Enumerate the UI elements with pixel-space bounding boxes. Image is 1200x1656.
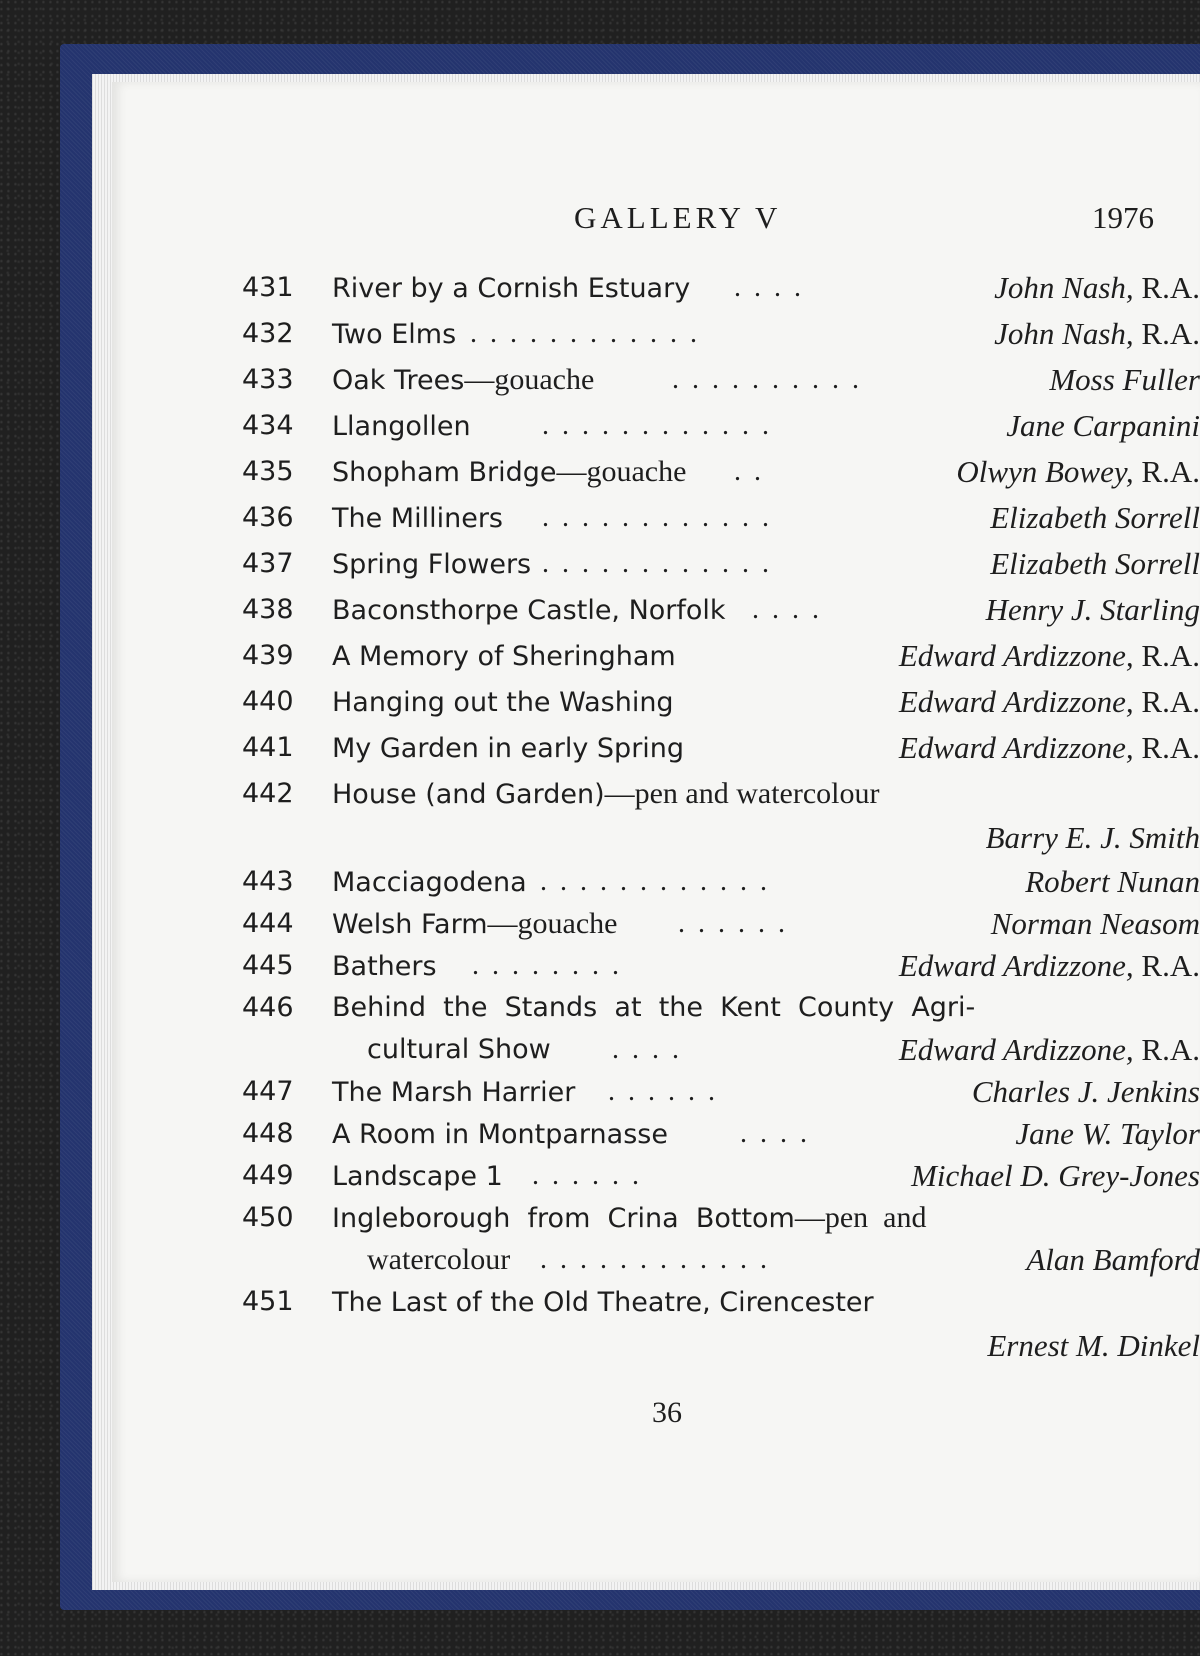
entry-artist: Edward Ardizzone, R.A. xyxy=(898,638,1200,673)
page-header-title: GALLERY V xyxy=(574,200,782,235)
entry-number: 434 xyxy=(242,410,294,441)
catalogue-entry-continuation xyxy=(112,818,1200,858)
entry-title: House (and Garden)—pen and watercolour xyxy=(332,777,880,810)
entry-title: Behind the Stands at the Kent County Agri- xyxy=(332,992,976,1023)
catalogue-page xyxy=(112,82,1200,1582)
entry-artist: Alan Bamford xyxy=(1026,1242,1200,1277)
entry-artist: Edward Ardizzone, R.A. xyxy=(898,1032,1200,1067)
entry-number: 433 xyxy=(242,364,294,395)
entry-artist: Jane Carpanini xyxy=(1006,408,1200,443)
catalogue-entry xyxy=(112,862,1200,902)
leader-dots: . . . . . . xyxy=(532,1160,642,1191)
catalogue-entry xyxy=(112,904,1200,944)
entry-number: 448 xyxy=(242,1118,294,1149)
entry-number: 436 xyxy=(242,502,294,533)
catalogue-entry xyxy=(112,1198,1200,1238)
page-number: 36 xyxy=(652,1396,682,1429)
entry-title: Landscape 1 xyxy=(332,1161,503,1192)
entry-title-continuation: cultural Show xyxy=(367,1034,551,1065)
entry-title: Ingleborough from Crina Bottom—pen and xyxy=(332,1201,927,1234)
entry-title: River by a Cornish Estuary xyxy=(332,273,691,304)
entry-title: Macciagodena xyxy=(332,867,527,898)
leader-dots: . . . . . . xyxy=(678,908,788,939)
entry-number: 441 xyxy=(242,732,294,763)
leader-dots: . . xyxy=(734,456,764,487)
entry-artist: John Nash, R.A. xyxy=(994,316,1200,351)
entry-number: 438 xyxy=(242,594,294,625)
entry-number: 444 xyxy=(242,908,294,939)
entry-artist: Edward Ardizzone, R.A. xyxy=(898,730,1200,765)
entry-number: 439 xyxy=(242,640,294,671)
entry-title: Spring Flowers xyxy=(332,549,532,580)
catalogue-entry xyxy=(112,728,1200,768)
entry-number: 443 xyxy=(242,866,294,897)
entry-artist: Elizabeth Sorrell xyxy=(990,546,1200,581)
entry-title: Welsh Farm—gouache xyxy=(332,907,618,940)
entry-number: 431 xyxy=(242,272,294,303)
catalogue-entry xyxy=(112,1072,1200,1112)
entry-title: The Marsh Harrier xyxy=(332,1077,576,1108)
leader-dots: . . . . . . . . . . xyxy=(672,364,862,395)
catalogue-entry xyxy=(112,544,1200,584)
entry-title: Bathers xyxy=(332,951,437,982)
entry-number: 437 xyxy=(242,548,294,579)
entry-title: Llangollen xyxy=(332,411,471,442)
entry-artist: Olwyn Bowey, R.A. xyxy=(956,454,1200,489)
entry-artist: Jane W. Taylor xyxy=(1015,1116,1200,1151)
catalogue-entry xyxy=(112,1114,1200,1154)
entry-artist: Ernest M. Dinkel xyxy=(987,1328,1200,1363)
catalogue-entry-continuation xyxy=(112,1240,1200,1280)
leader-dots: . . . . . . . . . . . . xyxy=(470,318,700,349)
entry-number: 447 xyxy=(242,1076,294,1107)
entry-title: A Room in Montparnasse xyxy=(332,1119,668,1150)
entry-title: A Memory of Sheringham xyxy=(332,641,676,672)
leader-dots: . . . . . . . . xyxy=(472,950,622,981)
leader-dots: . . . . . . . . . . . . xyxy=(542,502,772,533)
entry-number: 450 xyxy=(242,1202,294,1233)
leader-dots: . . . . . . . . . . . . xyxy=(542,410,772,441)
entry-artist: Henry J. Starling xyxy=(985,592,1200,627)
leader-dots: . . . . . . . . . . . . xyxy=(540,866,770,897)
leader-dots: . . . . xyxy=(752,594,822,625)
leader-dots: . . . . . . xyxy=(608,1076,718,1107)
entry-artist: Norman Neasom xyxy=(990,906,1200,941)
entry-number: 432 xyxy=(242,318,294,349)
entry-title: Oak Trees—gouache xyxy=(332,363,595,396)
catalogue-entry-continuation xyxy=(112,1326,1200,1366)
entry-number: 445 xyxy=(242,950,294,981)
entry-number: 451 xyxy=(242,1286,294,1317)
leader-dots: . . . . . . . . . . . . xyxy=(542,548,772,579)
entry-title: Shopham Bridge—gouache xyxy=(332,455,687,488)
entry-number: 440 xyxy=(242,686,294,717)
entry-number: 446 xyxy=(242,992,294,1023)
catalogue-entry xyxy=(112,590,1200,630)
catalogue-entry xyxy=(112,1282,1200,1322)
entry-title: Baconsthorpe Castle, Norfolk xyxy=(332,595,726,626)
catalogue-entry xyxy=(112,946,1200,986)
entry-artist: John Nash, R.A. xyxy=(994,270,1200,305)
entry-artist: Edward Ardizzone, R.A. xyxy=(898,684,1200,719)
catalogue-entry xyxy=(112,774,1200,814)
entry-title: Two Elms xyxy=(332,319,457,350)
catalogue-entry xyxy=(112,452,1200,492)
catalogue-entry xyxy=(112,268,1200,308)
entry-artist: Moss Fuller xyxy=(1049,362,1200,397)
catalogue-entry xyxy=(112,498,1200,538)
leader-dots: . . . . . . . . . . . . xyxy=(540,1244,770,1275)
entry-artist: Edward Ardizzone, R.A. xyxy=(898,948,1200,983)
entry-number: 449 xyxy=(242,1160,294,1191)
catalogue-entry xyxy=(112,1156,1200,1196)
entry-artist: Charles J. Jenkins xyxy=(971,1074,1200,1109)
entry-number: 442 xyxy=(242,778,294,809)
catalogue-entry xyxy=(112,406,1200,446)
entry-title: The Last of the Old Theatre, Cirencester xyxy=(332,1287,874,1318)
entry-artist: Barry E. J. Smith xyxy=(985,820,1200,855)
catalogue-entry xyxy=(112,636,1200,676)
catalogue-entry-continuation xyxy=(112,1030,1200,1070)
entry-title: The Milliners xyxy=(332,503,503,534)
leader-dots: . . . . xyxy=(734,272,804,303)
catalogue-entry xyxy=(112,988,1200,1028)
catalogue-entry xyxy=(112,314,1200,354)
catalogue-entry xyxy=(112,682,1200,722)
catalogue-entry xyxy=(112,360,1200,400)
entry-artist: Robert Nunan xyxy=(1025,864,1200,899)
entry-title-continuation: watercolour xyxy=(367,1243,511,1276)
page-header-year: 1976 xyxy=(1092,200,1154,235)
entry-artist: Elizabeth Sorrell xyxy=(990,500,1200,535)
entry-number: 435 xyxy=(242,456,294,487)
entry-title: My Garden in early Spring xyxy=(332,733,685,764)
leader-dots: . . . . xyxy=(612,1034,682,1065)
leader-dots: . . . . xyxy=(740,1118,810,1149)
entry-title: Hanging out the Washing xyxy=(332,687,674,718)
entry-artist: Michael D. Grey-Jones xyxy=(911,1158,1200,1193)
